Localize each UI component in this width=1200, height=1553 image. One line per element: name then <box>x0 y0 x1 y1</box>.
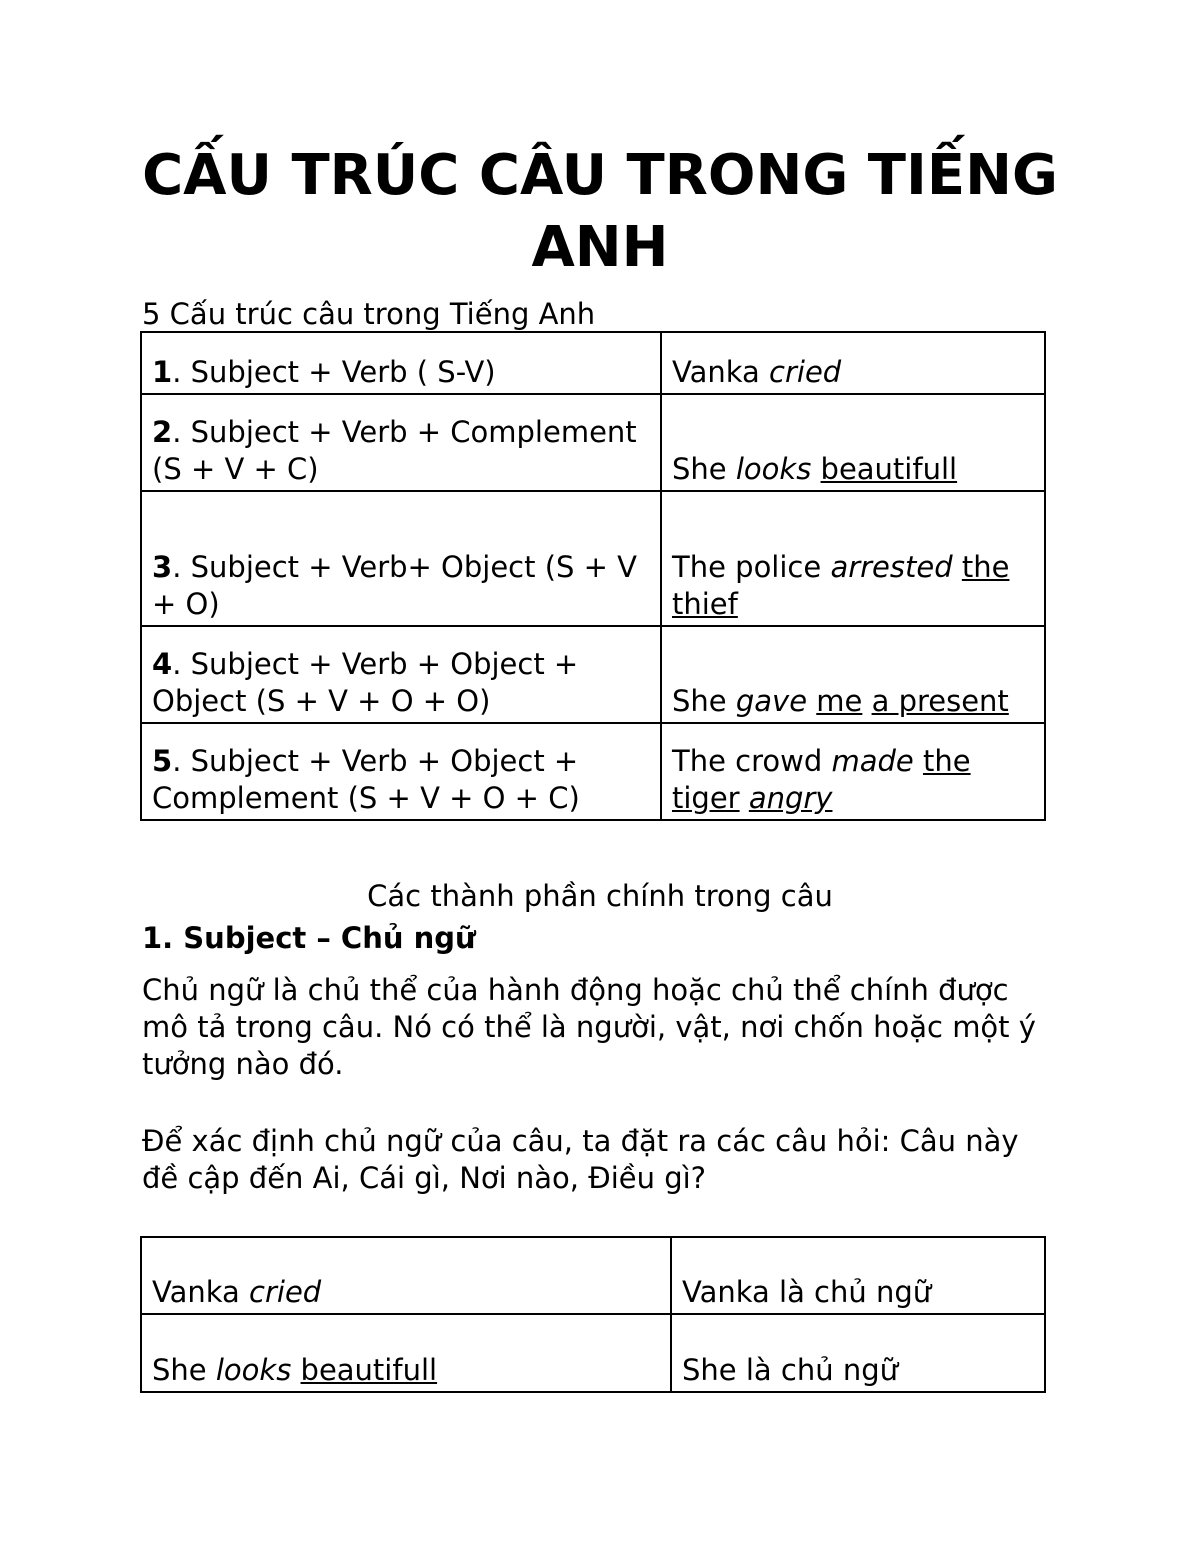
sentence-structures-table <box>140 331 1046 821</box>
note-cell: Vanka là chủ ngữ <box>671 1237 1045 1314</box>
example-cell <box>661 723 1045 820</box>
section-heading-subject: 1. Subject – Chủ ngữ <box>142 921 476 955</box>
table-row <box>141 1314 1045 1392</box>
structure-number: 4 <box>152 647 173 681</box>
structures-subtitle: 5 Cấu trúc câu trong Tiếng Anh <box>142 297 596 331</box>
example-object-2: a present <box>871 684 1009 718</box>
example-text: Vanka <box>152 1275 250 1309</box>
example-object: the thief <box>672 550 1010 621</box>
example-verb: looks <box>735 452 812 486</box>
example-cell <box>661 626 1045 723</box>
table-row <box>141 394 1045 491</box>
structure-formula: . Subject + Verb ( S-V) <box>172 355 496 389</box>
structure-formula: . Subject + Verb + Object + Object (S + V + O + O) <box>152 647 579 718</box>
structure-formula: . Subject + Verb+ Object (S + V + O) <box>152 550 638 621</box>
example-complement: angry <box>748 781 833 815</box>
structure-number: 3 <box>152 550 173 584</box>
table-row <box>141 332 1045 394</box>
example-verb: gave <box>735 684 808 718</box>
example-space <box>807 684 816 718</box>
example-verb: made <box>831 744 914 778</box>
example-text: Vanka <box>672 355 770 389</box>
structure-cell <box>141 626 661 723</box>
page-title: CẤU TRÚC CÂU TRONG TIẾNG ANH <box>142 143 1058 280</box>
example-complement: beautifull <box>300 1353 438 1387</box>
example-space <box>862 684 871 718</box>
structure-number: 1 <box>152 355 173 389</box>
example-space <box>953 550 962 584</box>
example-verb: cried <box>249 1275 322 1309</box>
structure-number: 2 <box>152 415 173 449</box>
structure-cell <box>141 491 661 626</box>
table-row <box>141 491 1045 626</box>
subject-identification-paragraph: Để xác định chủ ngữ của câu, ta đặt ra các câu hỏi: Câu này đề cập đến Ai, Cái gì, Nơi nào, Điều gì? <box>142 1124 1019 1195</box>
example-cell <box>141 1237 671 1314</box>
example-cell <box>661 332 1045 394</box>
example-verb: arrested <box>830 550 953 584</box>
example-text: The crowd <box>672 744 832 778</box>
example-space <box>914 744 923 778</box>
example-text: She <box>152 1353 216 1387</box>
subject-definition-paragraph: Chủ ngữ là chủ thể của hành động hoặc chủ thể chính được mô tả trong câu. Nó có thể là người, vật, nơi chốn hoặc một ý tưởng nào đó. <box>142 973 1036 1081</box>
table-row <box>141 1237 1045 1314</box>
subject-examples-table <box>140 1236 1046 1393</box>
example-object: me <box>816 684 863 718</box>
structure-cell <box>141 332 661 394</box>
structure-number: 5 <box>152 744 173 778</box>
example-text: She <box>672 452 736 486</box>
structure-cell <box>141 394 661 491</box>
structure-formula: . Subject + Verb + Complement (S + V + C) <box>152 415 637 486</box>
example-verb: cried <box>769 355 842 389</box>
note-cell: She là chủ ngữ <box>671 1314 1045 1392</box>
example-cell <box>141 1314 671 1392</box>
structure-cell <box>141 723 661 820</box>
table-row <box>141 626 1045 723</box>
structure-formula: . Subject + Verb + Object + Complement (S + V + O + C) <box>152 744 580 815</box>
example-cell <box>661 491 1045 626</box>
example-space <box>811 452 820 486</box>
example-text: She <box>672 684 736 718</box>
example-space <box>740 781 749 815</box>
example-space <box>291 1353 300 1387</box>
example-verb: looks <box>215 1353 292 1387</box>
table-row <box>141 723 1045 820</box>
main-parts-heading: Các thành phần chính trong câu <box>367 879 833 913</box>
example-object: the tiger <box>672 744 971 815</box>
example-text: The police <box>672 550 831 584</box>
example-complement: beautifull <box>820 452 958 486</box>
example-cell <box>661 394 1045 491</box>
